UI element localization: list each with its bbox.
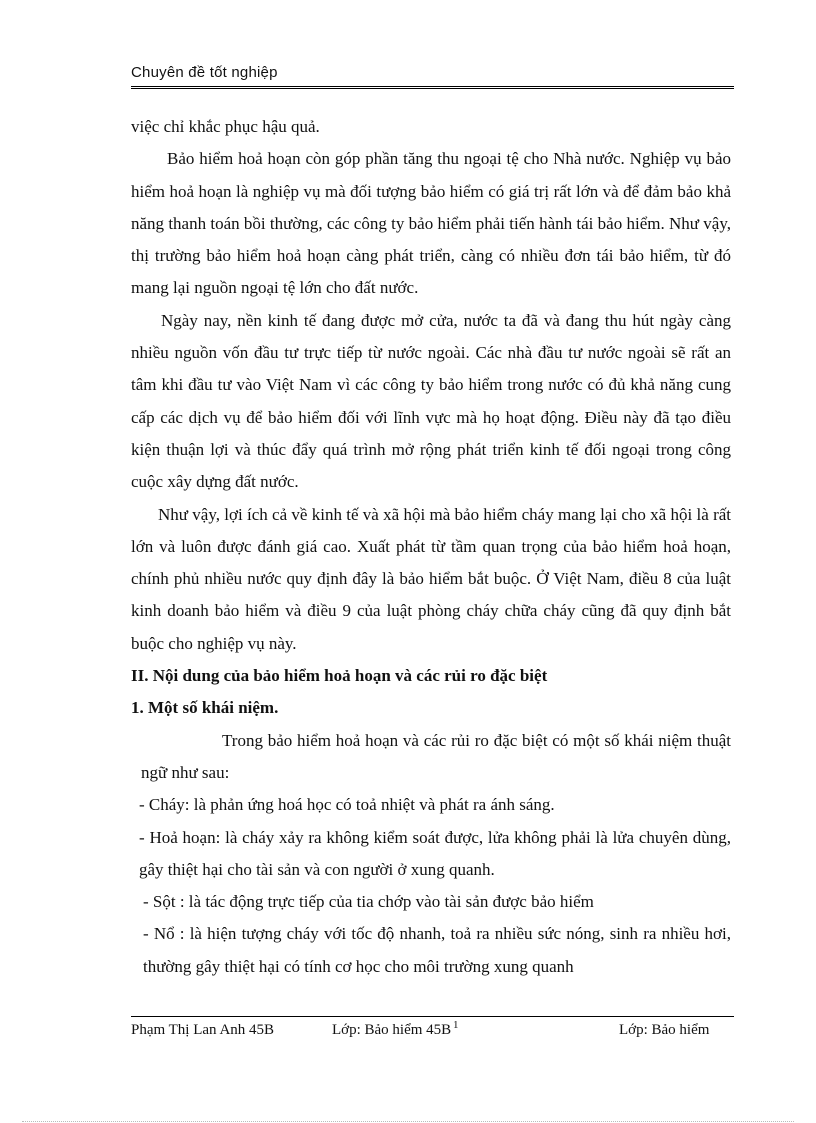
paragraph-intro: Trong bảo hiểm hoả hoạn và các rủi ro đặc biệt có một số khái niệm thuật ngữ như sau: — [141, 730, 731, 782]
definition-lightning: - Sột : là tác động trực tiếp của tia chớp vào tài sản được bảo hiểm — [143, 892, 594, 912]
page-header-title: Chuyên đề tốt nghiệp — [131, 64, 278, 81]
paragraph-benefits: Như vậy, lợi ích cả về kinh tế và xã hội mà bảo hiểm cháy mang lại cho xã hội là rất lớn và luôn được đánh giá cao. Xuất phát từ tầm quan trọng của bảo hiểm hoả hoạn, chính phủ nhiều nước quy định đây là bảo hiểm bắt buộc. Ở Việt Nam, điều 8 của luật kinh doanh bảo hiểm và điều 9 của luật phòng cháy chữa cháy cũng đã quy định bắt buộc cho nghiệp vụ này. — [131, 504, 731, 653]
paragraph-investment: Ngày nay, nền kinh tế đang được mở cửa, nước ta đã và đang thu hút ngày càng nhiều nguồn vốn đầu tư trực tiếp từ nước ngoài. Các nhà đầu tư nước ngoài sẽ rất an tâm khi đầu tư vào Việt Nam vì các công ty bảo hiểm trong nước có đủ khả năng cung cấp các dịch vụ để bảo hiểm đối với lĩnh vực mà họ hoạt động. Điều này đã tạo điều kiện thuận lợi và thúc đẩy quá trình mở rộng phát triển kinh tế đối ngoại trong công cuộc xây dựng đất nước. — [131, 310, 731, 492]
definition-conflagration: - Hoả hoạn: là cháy xảy ra không kiểm soát được, lửa không phải là lửa chuyên dùng, gây thiệt hại cho tài sản và con người ở xung quanh. — [139, 827, 731, 879]
page-number: 1 — [453, 1019, 459, 1031]
definition-fire: - Cháy: là phản ứng hoá học có toả nhiệt và phát ra ánh sáng. — [139, 795, 555, 815]
footer-author: Phạm Thị Lan Anh 45B — [131, 1022, 275, 1038]
footer-divider — [131, 1016, 734, 1017]
section-heading: II. Nội dung của bảo hiểm hoả hoạn và các rủi ro đặc biệt — [131, 666, 548, 686]
paragraph-continuation: việc chỉ khắc phục hậu quả. — [131, 117, 320, 136]
footer-class-right: Lớp: Bảo hiểm — [619, 1022, 710, 1038]
header-divider — [131, 86, 734, 89]
page-bottom-dotted-line — [22, 1121, 794, 1122]
document-body — [131, 111, 731, 983]
definition-explosion: - Nổ : là hiện tượng cháy với tốc độ nhanh, toả ra nhiều sức nóng, sinh ra nhiều hơi, thường gây thiệt hại có tính cơ học cho môi trường xung quanh — [143, 924, 731, 976]
paragraph-foreign-currency: Bảo hiểm hoả hoạn còn góp phần tăng thu ngoại tệ cho Nhà nước. Nghiệp vụ bảo hiểm hoả hoạn là nghiệp vụ mà đối tượng bảo hiểm có giá trị rất lớn và để đảm bảo khả năng thanh toán bồi thường, các công ty bảo hiểm phải tiến hành tái bảo hiểm. Như vậy, thị trường bảo hiểm hoả hoạn càng phát triển, càng có nhiều đơn tái bảo hiểm, từ đó mang lại nguồn ngoại tệ lớn cho đất nước. — [131, 149, 731, 298]
subsection-heading: 1. Một số khái niệm. — [131, 698, 279, 718]
footer-class-center: Lớp: Bảo hiểm 45B — [332, 1022, 452, 1038]
